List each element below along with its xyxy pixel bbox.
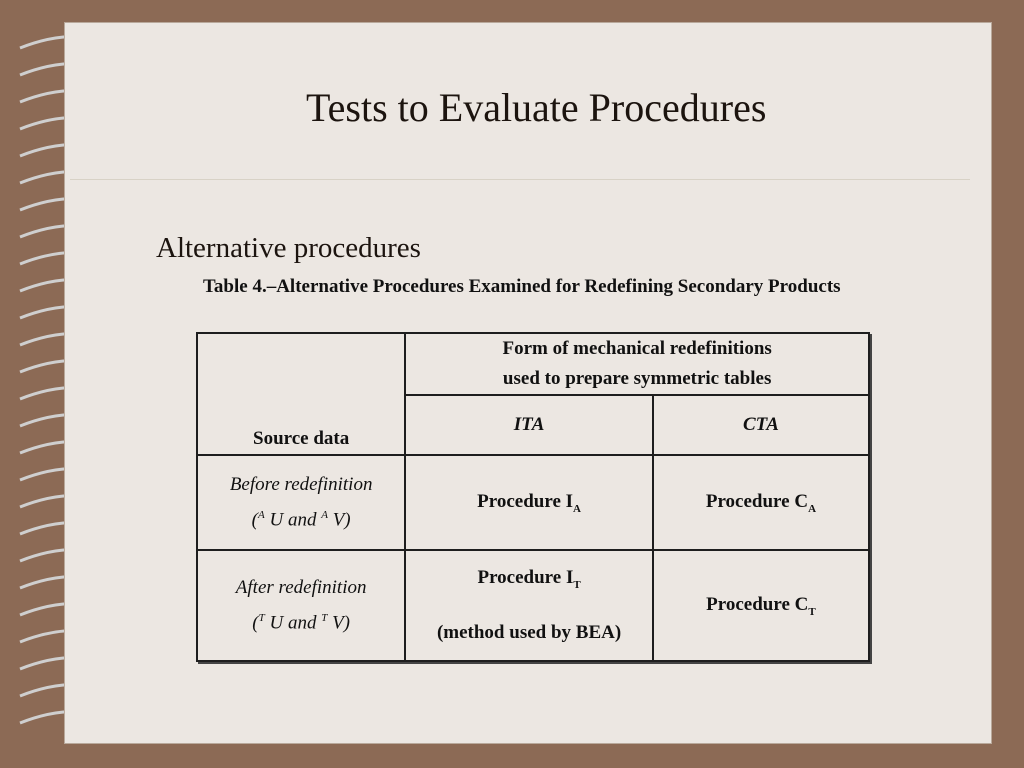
procedure-it-label: Procedure $I_T$	[477, 567, 581, 591]
row2-label: After redefinition	[235, 576, 367, 598]
cell-procedure-ct: Procedure $C_T$	[653, 550, 869, 661]
row1-sublabel: ($^A$ U and $^A$ V)	[251, 508, 351, 531]
header-form-line1: Form of mechanical redefinitions	[502, 338, 772, 359]
cell-procedure-ca: Procedure $C_A$	[653, 455, 869, 550]
header-form-group	[405, 333, 869, 395]
row1-label: Before redefinition	[229, 473, 373, 495]
procedures-table	[196, 332, 870, 662]
bea-method-note: (method used by BEA)	[436, 621, 622, 643]
row2-sublabel: ($^T$ U and $^T$ V)	[252, 611, 351, 634]
header-source-data: Source data	[197, 333, 405, 455]
header-form-line2: used to prepare symmetric tables	[502, 368, 772, 389]
title-divider	[70, 179, 970, 180]
cell-procedure-ia: Procedure $I_A$	[405, 455, 653, 550]
header-cta: CTA	[653, 395, 869, 455]
cell-procedure-it	[405, 550, 653, 661]
table-caption: Table 4.–Alternative Procedures Examined for Redefining Secondary Products	[203, 276, 841, 297]
row-after-redefinition	[197, 550, 405, 661]
header-ita: ITA	[405, 395, 653, 455]
subheading: Alternative procedures	[156, 232, 421, 264]
row-before-redefinition	[197, 455, 405, 550]
slide-title: Tests to Evaluate Procedures	[306, 85, 767, 130]
